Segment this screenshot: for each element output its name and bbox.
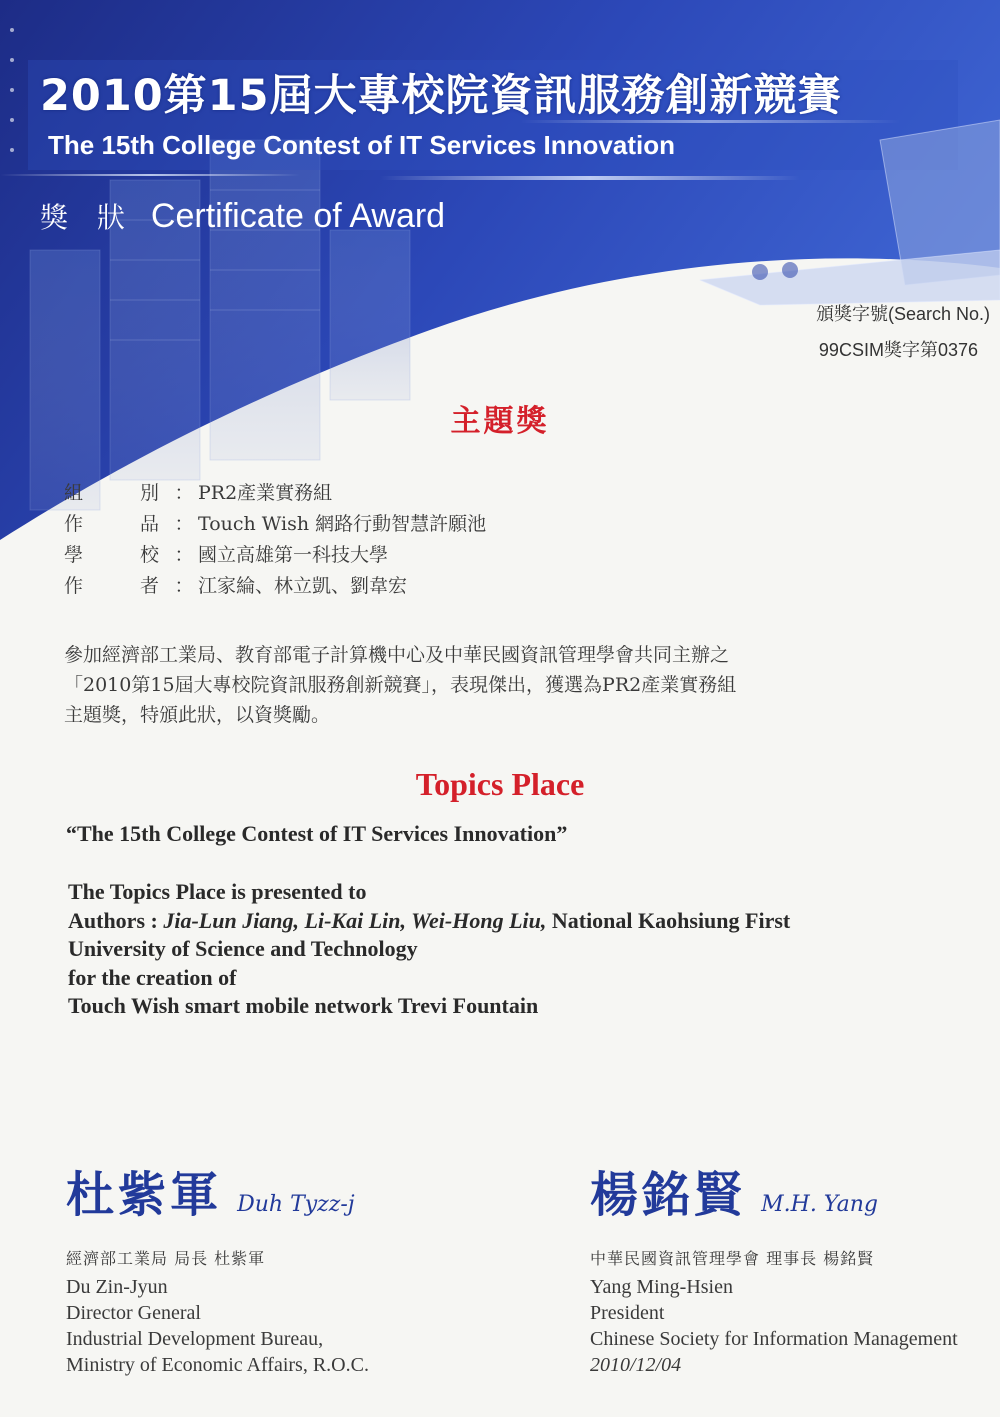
paragraph-line: 「2010第15屆大專校院資訊服務創新競賽」，表現傑出，獲選為PR2產業實務組 (64, 674, 737, 696)
info-key-char: 作 (64, 575, 84, 597)
certificate-heading-english: Certificate of Award (150, 197, 446, 235)
work-line: Touch Wish smart mobile network Trevi Fountain (68, 993, 539, 1018)
info-key-char: 學 (64, 544, 84, 566)
info-row-work (64, 509, 486, 540)
award-paragraph-chinese (64, 640, 964, 730)
award-title-english: Topics Place (415, 766, 585, 802)
presented-line: The Topics Place is presented to (68, 879, 367, 904)
signatory-org-2: Ministry of Economic Affairs, R.O.C. (66, 1354, 369, 1376)
signatory-org: Chinese Society for Information Management (590, 1328, 958, 1350)
info-row-category (64, 478, 486, 509)
info-separator: ： (174, 513, 194, 535)
info-separator: ： (174, 575, 194, 597)
info-key-char: 別 (140, 482, 160, 504)
signatory-name: Du Zin-Jyun (66, 1276, 168, 1298)
authors-names: Jia-Lun Jiang, Li-Kai Lin, Wei-Hong Liu, (163, 907, 547, 933)
signatory-title: Director General (66, 1302, 201, 1324)
contest-name-quoted: “The 15th College Contest of IT Services Innovation” (66, 821, 568, 846)
authors-label: Authors : (68, 907, 164, 933)
info-value-school: 國立高雄第一科技大學 (198, 544, 389, 566)
signature-block-right (590, 1150, 958, 1378)
search-number-label: 頒獎字號(Search No.) (815, 304, 990, 324)
info-key-char: 校 (140, 544, 160, 566)
signatory-line-chinese: 中華民國資訊管理學會 理事長 楊銘賢 (590, 1249, 875, 1268)
handwritten-signature-english: M.H. Yang (761, 1192, 878, 1217)
info-key-char: 組 (64, 482, 84, 504)
signatory-line-chinese: 經濟部工業局 局長 杜紫軍 (66, 1249, 266, 1268)
info-value-work: Touch Wish 網路行動智慧許願池 (198, 513, 487, 535)
signatory-org-1: Industrial Development Bureau, (66, 1328, 324, 1350)
signatory-details (66, 1246, 369, 1378)
certificate-heading (40, 196, 445, 236)
english-citation (68, 878, 790, 1021)
info-key-char: 作 (64, 513, 84, 535)
award-date: 2010/12/04 (590, 1354, 682, 1376)
award-title-chinese: 主題獎 (450, 404, 550, 439)
signatory-name: Yang Ming-Hsien (590, 1276, 733, 1298)
info-key-char: 品 (140, 513, 160, 535)
signatory-title: President (590, 1302, 665, 1324)
contest-title-english: The 15th College Contest of IT Services Innovation (48, 130, 675, 160)
info-row-authors (64, 571, 486, 602)
info-key-char: 者 (140, 575, 160, 597)
signatory-details (590, 1246, 958, 1378)
award-info-list (64, 478, 486, 602)
creation-line: for the creation of (68, 964, 237, 990)
paragraph-line: 參加經濟部工業局、教育部電子計算機中心及中華民國資訊管理學會共同主辦之 (64, 644, 730, 666)
handwritten-signature-chinese: 杜紫軍 (66, 1167, 223, 1223)
authors-line (68, 907, 790, 936)
contest-title-chinese: 2010第15屆大專校院資訊服務創新競賽 (40, 71, 842, 121)
university-line: University of Science and Technology (68, 936, 418, 961)
info-row-school (64, 540, 486, 571)
info-separator: ： (174, 544, 194, 566)
info-value-authors: 江家綸、林立凱、劉韋宏 (198, 575, 408, 597)
authors-institution-start: National Kaohsiung First (546, 907, 791, 933)
paragraph-line: 主題獎，特頒此狀，以資獎勵。 (64, 704, 331, 726)
info-value-category: PR2產業實務組 (198, 482, 333, 504)
info-separator: ： (174, 482, 194, 504)
handwritten-signature-english: Duh Tyzz-j (237, 1192, 355, 1217)
certificate-heading-chinese: 獎 狀 (40, 201, 135, 234)
signature-block-left (66, 1150, 369, 1378)
handwritten-signature-chinese: 楊銘賢 (590, 1167, 747, 1223)
search-number-value: 99CSIM獎字第0376 (818, 340, 978, 360)
